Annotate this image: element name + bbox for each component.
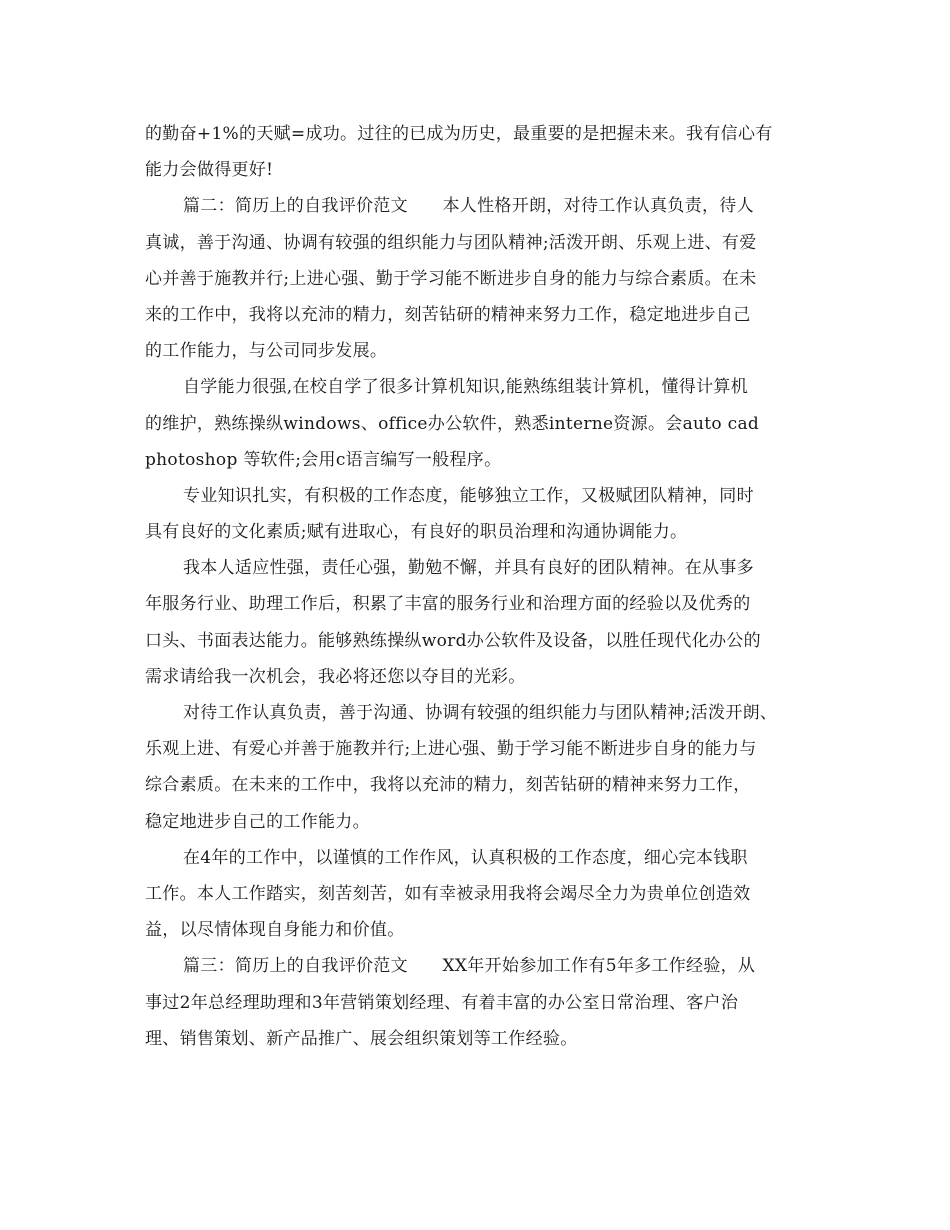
paragraph-start-line: 自学能力很强,在校自学了很多计算机知识,能熟练组装计算机，懂得计算机	[183, 377, 749, 398]
text-line: 乐观上进、有爱心并善于施教并行;上进心强、勤于学习能不断进步自身的能力与	[145, 739, 757, 760]
text-line: 的工作能力，与公司同步发展。	[145, 341, 388, 362]
text-line: 真诚，善于沟通、协调有较强的组织能力与团队精神;活泼开朗、乐观上进、有爱	[145, 232, 757, 253]
text-line: 来的工作中，我将以充沛的精力，刻苦钻研的精神来努力工作，稳定地进步自己	[145, 304, 751, 325]
section-heading-line: 篇二：简历上的自我评价范文 本人性格开朗，对待工作认真负责，待人	[183, 196, 754, 217]
paragraph-start-line: 在4年的工作中，以谨慎的工作作风，认真积极的工作态度，细心完本钱职	[183, 847, 748, 868]
section-heading-line: 篇三：简历上的自我评价范文 XX年开始参加工作有5年多工作经验，从	[183, 956, 756, 977]
text-line: photoshop 等软件;会用c语言编写一般程序。	[145, 449, 502, 470]
text-line: 综合素质。在未来的工作中，我将以充沛的精力，刻苦钻研的精神来努力工作，	[145, 775, 751, 796]
paragraph-start-line: 我本人适应性强，责任心强，勤勉不懈，并具有良好的团队精神。在从事多	[183, 558, 754, 579]
text-line: 理、销售策划、新产品推广、展会组织策划等工作经验。	[145, 1028, 578, 1049]
text-line: 口头、书面表达能力。能够熟练操纵word办公软件及设备，以胜任现代化办公的	[145, 630, 761, 651]
text-line: 需求请给我一次机会，我必将还您以夺目的光彩。	[145, 666, 526, 687]
text-line: 事过2年总经理助理和3年营销策划经理、有着丰富的办公室日常治理、客户治	[145, 992, 739, 1013]
document-body	[145, 116, 825, 1057]
text-line: 年服务行业、助理工作后，积累了丰富的服务行业和治理方面的经验以及优秀的	[145, 594, 751, 615]
text-line: 稳定地进步自己的工作能力。	[145, 811, 370, 832]
text-line: 心并善于施教并行;上进心强、勤于学习能不断进步自身的能力与综合素质。在未	[145, 268, 757, 289]
paragraph-start-line: 专业知识扎实，有积极的工作态度，能够独立工作，又极赋团队精神，同时	[183, 485, 754, 506]
text-line: 的维护，熟练操纵windows、office办公软件，熟悉interne资源。会auto cad	[145, 413, 760, 434]
paragraph-start-line: 对待工作认真负责，善于沟通、协调有较强的组织能力与团队精神;活泼开朗、	[183, 703, 778, 723]
text-line: 工作。本人工作踏实，刻苦刻苦，如有幸被录用我将会竭尽全力为贵单位创造效	[145, 883, 751, 904]
text-line: 能力会做得更好!	[145, 160, 274, 181]
text-line: 的勤奋+1%的天赋=成功。过往的已成为历史，最重要的是把握未来。我有信心有	[145, 124, 773, 144]
text-line: 益，以尽情体现自身能力和价值。	[145, 920, 405, 941]
text-line: 具有良好的文化素质;赋有进取心，有良好的职员治理和沟通协调能力。	[145, 522, 688, 543]
